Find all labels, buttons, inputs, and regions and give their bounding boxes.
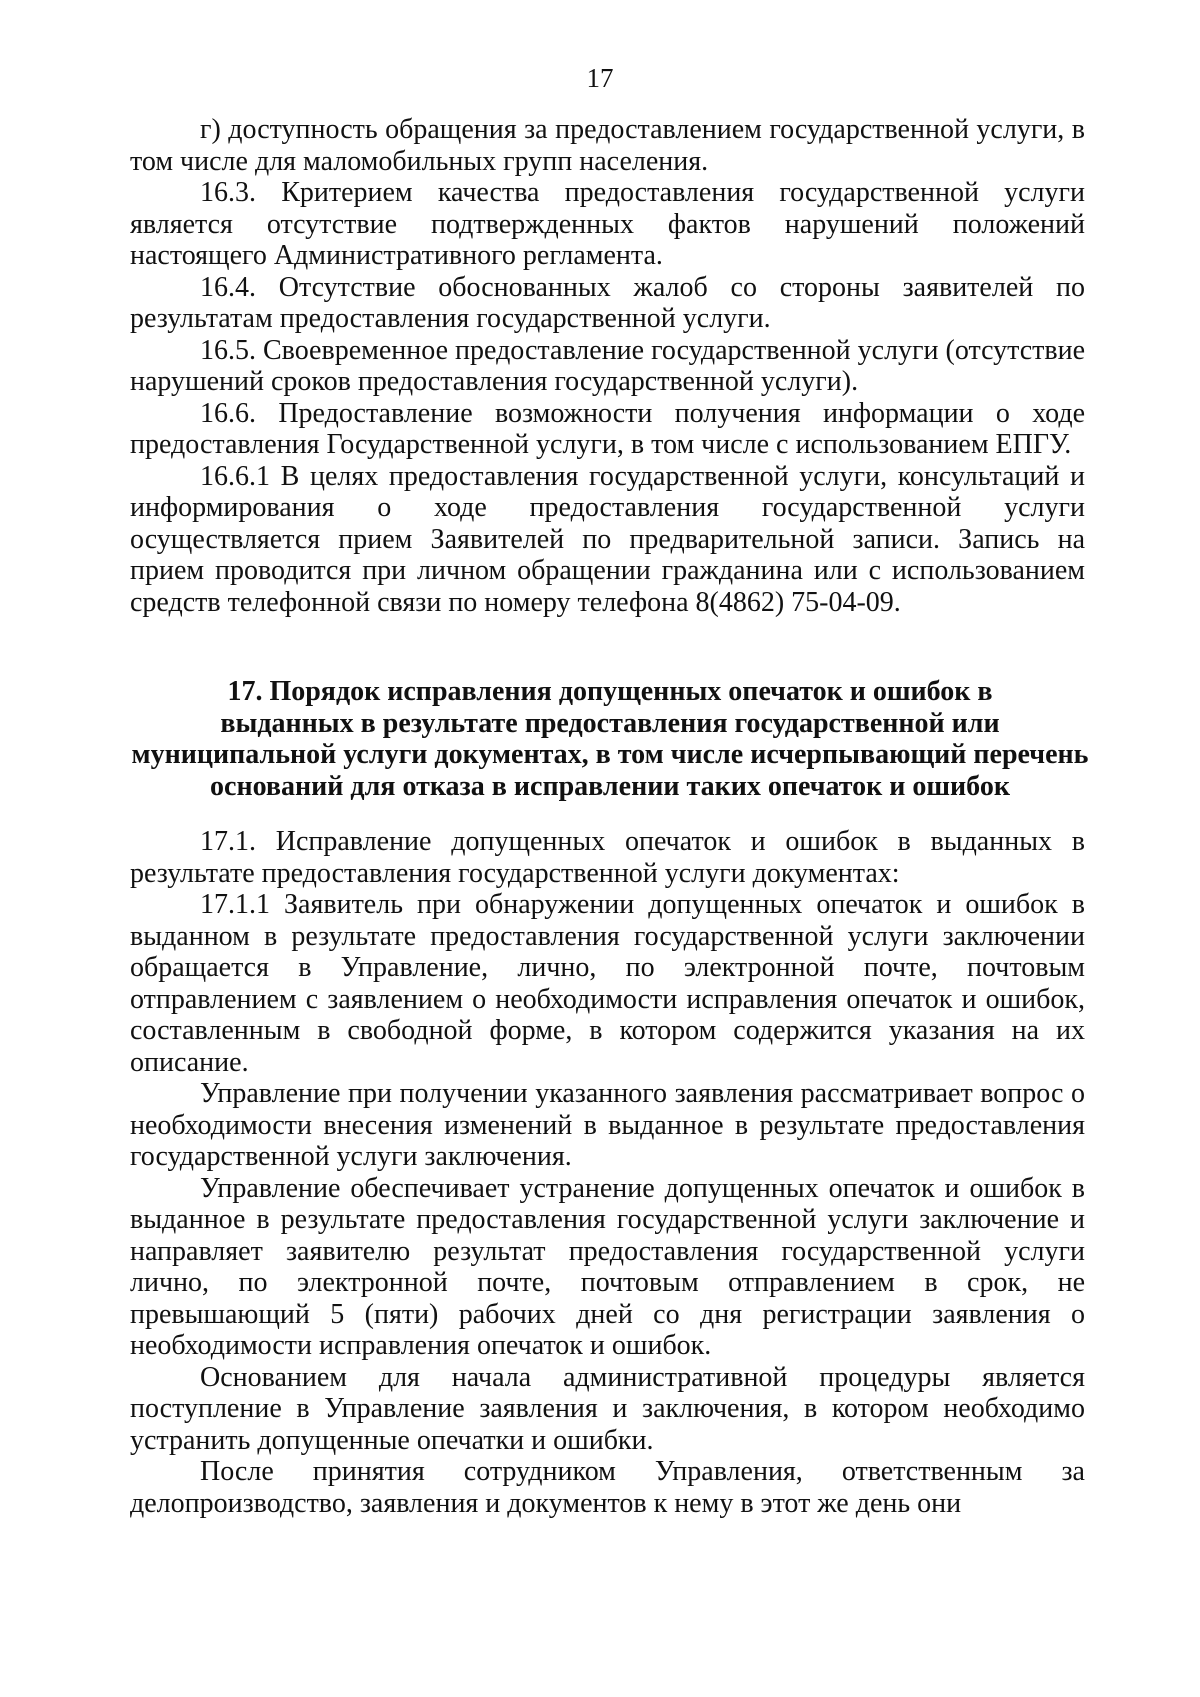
paragraph-16-2-g: г) доступность обращения за предоставлением государственной услуги, в том числе для маломобильных групп населения. <box>130 114 1085 177</box>
paragraph-16-6: 16.6. Предоставление возможности получения информации о ходе предоставления Государственной услуги, в том числе с использованием ЕПГУ. <box>130 397 1085 460</box>
heading-line: 17. Порядок исправления допущенных опечаток и ошибок в <box>227 676 993 707</box>
section-17-body <box>130 826 1085 1519</box>
paragraph-17-1-1: 17.1.1 Заявитель при обнаружении допущенных опечаток и ошибок в выданном в результате предоставления государственной услуги заключении обращается в Управление, лично, по электронной почте, почтовым отправлением с заявлением о необходимости исправления опечаток и ошибок, составленным в свободной форме, в котором содержится указания на их описание. <box>130 889 1085 1078</box>
heading-line: муниципальной услуги документах, в том числе исчерпывающий перечень <box>131 739 1089 770</box>
page-number: 17 <box>586 63 614 93</box>
paragraph-basis: Основанием для начала административной процедуры является поступление в Управление заявления и заключения, в котором необходимо устранить допущенные опечатки и ошибки. <box>130 1361 1085 1456</box>
paragraph-correction: Управление обеспечивает устранение допущенных опечаток и ошибок в выданное в результате предоставления государственной услуги заключение и направляет заявителю результат предоставления государственной услуги лично, по электронной почте, почтовым отправлением в срок, не превышающий 5 (пяти) рабочих дней со дня регистрации заявления о необходимости исправления опечаток и ошибок. <box>130 1172 1085 1361</box>
section-17-heading <box>120 676 1100 802</box>
paragraph-16-4: 16.4. Отсутствие обоснованных жалоб со стороны заявителей по результатам предоставления государственной услуги. <box>130 271 1085 334</box>
paragraph-16-5: 16.5. Своевременное предоставление государственной услуги (отсутствие нарушений сроков предоставления государственной услуги). <box>130 334 1085 397</box>
heading-line: выданных в результате предоставления государственной или <box>220 707 1000 739</box>
paragraph-review: Управление при получении указанного заявления рассматривает вопрос о необходимости внесения изменений в выданное в результате предоставления государственной услуги заключения. <box>130 1078 1085 1172</box>
paragraph-17-1: 17.1. Исправление допущенных опечаток и ошибок в выданных в результате предоставления государственной услуги документах: <box>130 826 1085 889</box>
paragraph-16-3: 16.3. Критерием качества предоставления государственной услуги является отсутствие подтвержденных фактов нарушений положений настоящего Административного регламента. <box>130 177 1085 271</box>
heading-line: оснований для отказа в исправлении таких опечаток и ошибок <box>210 770 1010 802</box>
paragraph-after-acceptance: После принятия сотрудником Управления, ответственным за делопроизводство, заявления и документов к нему в этот же день они <box>130 1456 1085 1519</box>
paragraph-16-6-1: 16.6.1 В целях предоставления государственной услуги, консультаций и информирования о ходе предоставления государственной услуги осуществляется прием Заявителей по предварительной записи. Запись на прием проводится при личном обращении гражданина или с использованием средств телефонной связи по номеру телефона 8(4862) 75-04-09. <box>130 460 1085 618</box>
section-16-body <box>130 114 1085 618</box>
